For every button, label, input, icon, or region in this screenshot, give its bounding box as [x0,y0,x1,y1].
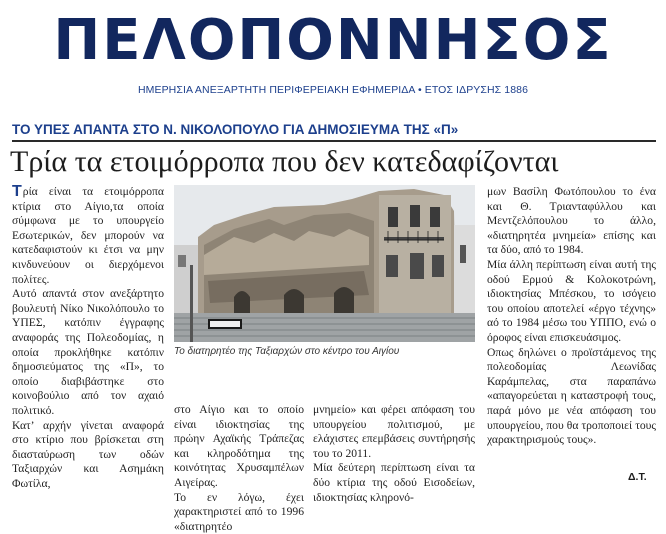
article-column-4 [487,185,656,448]
paragraph [12,185,164,287]
paragraph: στο Αίγιο και το οποίο είναι ιδιοκτησίας της πρώην Αχαϊκής Τράπεζας και κληροδότημα της κοινότητας Χρυσαμπέλων Αιγείρας. [174,403,304,489]
paragraph: Μία δεύτερη περίπτωση είναι τα δύο κτίρια της οδού Εισοδείων, ιδιοκτησίας κληρονό- [313,461,475,504]
paragraph-text: ρία είναι τα ετοιμόρροπα κτίρια στο Αίγιο,τα οποία σύμφωνα με το υπουργείο Εσωτερικών, δεν μπορούν να κατεδαφιστούν κι έτσι να μην κινδυνεύουν οι διερχόμενοι πολίτες. [12,185,164,286]
masthead-subtitle: ΗΜΕΡΗΣΙΑ ΑΝΕΞΑΡΤΗΤΗ ΠΕΡΙΦΕΡΕΙΑΚΗ ΕΦΗΜΕΡΙΔΑ • ΕΤΟΣ ΙΔΡΥΣΗΣ 1886 [137,84,529,96]
article-headline: Τρία τα ετοιμόρροπα που δεν κατεδαφίζονται [10,145,559,178]
paragraph: Κατ’ αρχήν γίνεται αναφορά στο κτίριο που βρίσκεται στη διασταύρωση των οδών Ταξιαρχών και Ασημάκη Φωτίλα, [12,418,164,490]
paragraph: Μία άλλη περίπτωση είναι αυτή της οδού Ερμού & Κολοκοτρώνη, ιδιοκτησίας Μπέσκου, το ισόγειο του οποίου αποτελεί «έργο τέχνης» αό το 1984 μέσω του ΥΠΠΟ, ενώ ο όροφος είναι επισκευάσιμος. [487,257,656,344]
author-signature: Δ.Τ. [628,471,647,483]
article-column-1 [12,185,164,491]
article-photo [174,185,475,342]
article-column-2 [174,403,304,534]
paragraph: Αυτό απαντά στον ανεξάρτητο βουλευτή Νίκο Νικολόπουλο το ΥΠΕΣ, κατόπιν έγγραφης αναφοράς της Πολεοδομίας, η οποία προκλήθηκε κατόπιν δημοσιεύματος της «Π», το οποίο διαβιβάστηκε στο κοινοβούλιο από τον αχαιό πολιτικό. [12,287,164,417]
paragraph: Το εν λόγω, έχει χαρακτηριστεί από το 1996 «διατηρητέο [174,490,304,533]
paragraph: μνημείο» και φέρει απόφαση του υπουργείου πολιτισμού, με ελάχιστες επεμβάσεις συντήρησής του το 2011. [313,403,475,460]
paragraph: Οπως δηλώνει ο προϊστάμενος της πολεοδομίας Λεωνίδας Καράμπελας, στα παραπάνω «απαγορεύεται η καταστροφή τους, παρά μόνο με νέα απόφαση του υπουργείου, που θα τροποποιεί τους χαρακτηρισμούς τους». [487,345,656,447]
lead-initial: Τ [12,183,22,200]
paragraph: μων Βασίλη Φωτόπουλου το ένα και Θ. Τριανταφύλλου και Μεντζελόπουλου το άλλο, «διατηρητέα μνημεία» επίσης και τα δύο, από το 1984. [487,185,656,257]
newspaper-masthead: ΠΕΛΟΠΟΝΝΗΣΟΣ [53,8,613,73]
article-kicker: ΤΟ ΥΠΕΣ ΑΠΑΝΤΑ ΣΤΟ Ν. ΝΙΚΟΛΟΠΟΥΛΟ ΓΙΑ ΔΗΜΟΣΙΕΥΜΑ ΤΗΣ «Π» [12,122,459,137]
photo-caption: Το διατηρητέο της Ταξιαρχών στο κέντρο του Αιγίου [174,346,400,357]
article-column-3 [313,403,475,505]
